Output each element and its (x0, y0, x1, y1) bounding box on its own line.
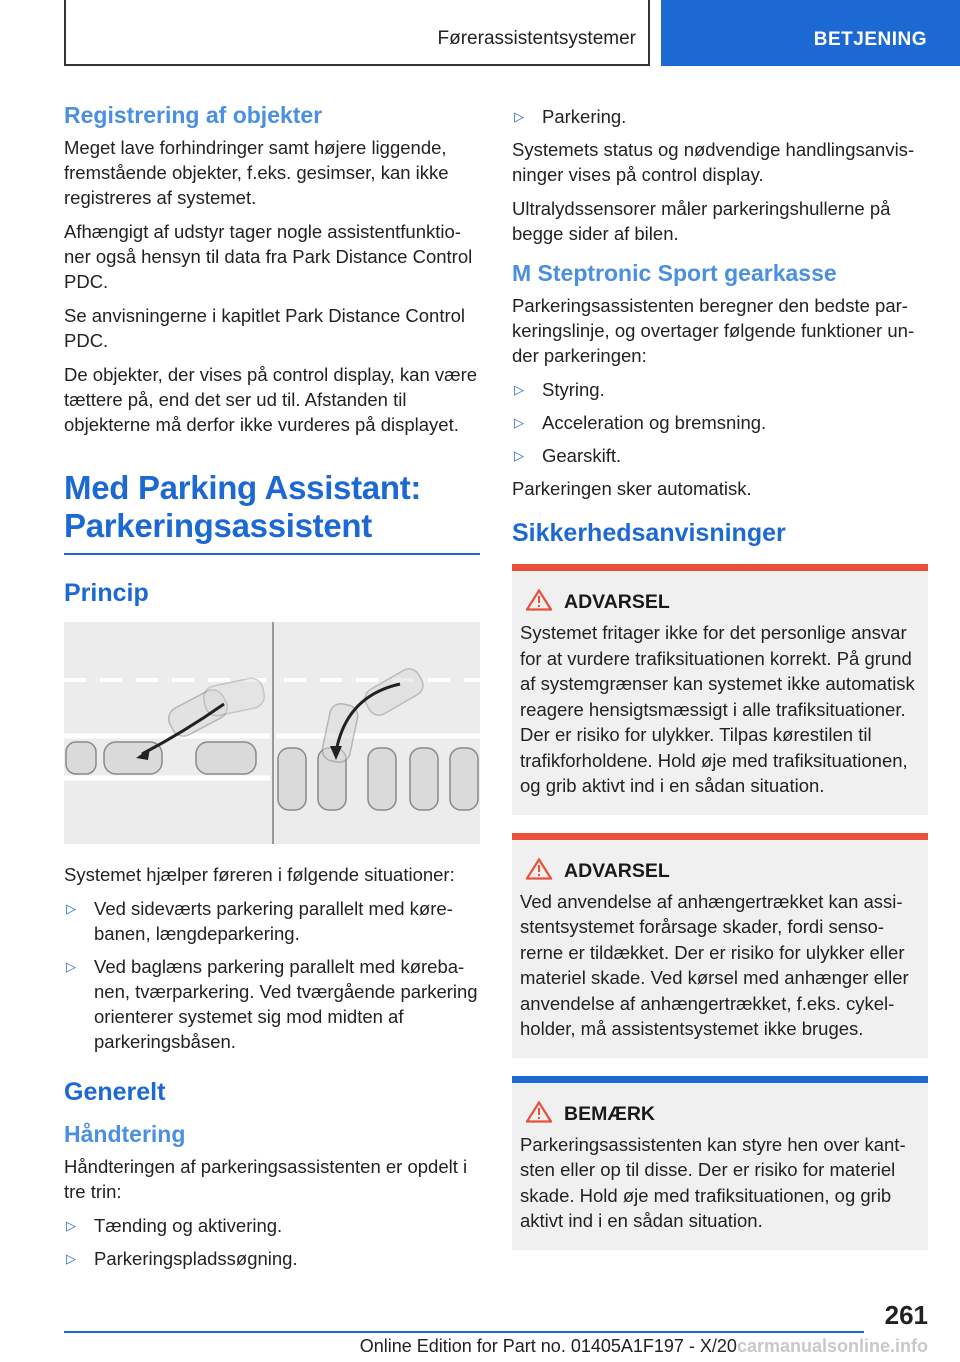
warning-triangle-icon (526, 858, 552, 880)
paragraph: Meget lave forhindringer samt højere liggende, fremstående objekter, f.eks. gesimser, kan ikke registreres af systemet. (64, 137, 449, 208)
paragraph: Håndteringen af parkeringsassistenten er opdelt i tre trin: (64, 1156, 468, 1202)
heading-gearkasse: M Steptronic Sport gearkasse (512, 260, 837, 286)
page-number: 261 (884, 1300, 928, 1330)
steps-list-continued (512, 104, 928, 129)
bullet-triangle-icon: ▷ (66, 1251, 76, 1266)
paragraph: Parkeringen sker automatisk. (512, 478, 752, 499)
list-item: ▷ Styring. (514, 379, 605, 400)
paragraph: Systemet hjælper føreren i følgende situationer: (64, 864, 455, 885)
footer-edition (64, 1336, 928, 1357)
header-chapter-tab (661, 0, 960, 66)
notice-title: BEMÆRK (520, 1101, 920, 1126)
bullet-triangle-icon: ▷ (514, 382, 524, 397)
header-chapter-label: BETJENING (813, 29, 927, 50)
heading-princip: Princip (64, 579, 149, 607)
paragraph: Afhængigt af udstyr tager nogle assistentfunktioner også hensyn til data fra Park Distance Control PDC. (64, 221, 473, 292)
bullet-triangle-icon: ▷ (66, 1218, 76, 1233)
list-item: ▷ Ved baglæns parkering parallelt med kørebanen, tværparkering. Ved tværgående parkering orienterer systemet sig mod midten af parkeringsbåsen. (66, 956, 478, 1052)
note-box (512, 1076, 928, 1250)
heading-registrering: Registrering af objekter (64, 102, 323, 128)
notice-title: ADVARSEL (520, 858, 920, 883)
paragraph: Ultralydssensorer måler parkeringshullerne på begge sider af bilen. (512, 198, 891, 244)
heading-generelt: Generelt (64, 1078, 166, 1106)
steps-list (64, 1213, 480, 1271)
list-item: ▷ Acceleration og bremsning. (514, 412, 767, 433)
notice-text: Systemet fritager ikke for det personlige ansvar for at vurdere trafiksituationen korrekt. På grund af systemgrænser kan systemet ikke automatisk reagere hensigtsmæssigt i alle trafiksituationer. Der er risiko for ulykker. Tilpas kørestilen til trafikforholdene. Hold øje med trafiksituationen, og grib aktivt ind i en sådan situation. (520, 622, 915, 796)
situation-list (64, 896, 480, 1054)
paragraph: Systemets status og nødvendige handlingsanvisninger vises på control display. (512, 139, 915, 185)
right-column (512, 104, 928, 1268)
main-heading: Med Parking Assistant: Parkeringsassistent (64, 469, 480, 555)
heading-sikkerhed: Sikkerhedsanvisninger (512, 519, 786, 547)
list-item: ▷ Gearskift. (514, 445, 622, 466)
bullet-triangle-icon: ▷ (514, 415, 524, 430)
list-item: ▷ Ved sideværts parkering parallelt med kørebanen, længdeparkering. (66, 898, 453, 944)
parking-illustration-svg (64, 622, 480, 844)
parking-illustration (64, 622, 480, 844)
bullet-triangle-icon: ▷ (514, 448, 524, 463)
bullet-triangle-icon: ▷ (514, 109, 524, 124)
bullet-triangle-icon: ▷ (66, 959, 76, 974)
heading-handtering: Håndtering (64, 1121, 186, 1147)
notice-text: Ved anvendelse af anhængertrækket kan assistentsystemet forårsage skader, fordi sensorerne er tildækket. Der er risiko for ulykker eller materiel skade. Ved kørsel med anhænger eller anvendelse af anhængertrækket, f.eks. cykelholder, må assistentsystemet ikke bruges. (520, 890, 909, 1039)
bullet-triangle-icon: ▷ (66, 901, 76, 916)
functions-list (512, 377, 928, 468)
footer-divider (64, 1331, 864, 1333)
paragraph: Se anvisningerne i kapitlet Park Distance Control PDC. (64, 305, 466, 351)
warning-triangle-icon (526, 589, 552, 611)
warning-box (512, 564, 928, 815)
left-column (64, 98, 480, 1279)
list-item: ▷ Tænding og aktivering. (66, 1215, 283, 1236)
notice-title: ADVARSEL (520, 589, 920, 614)
warning-box (512, 833, 928, 1058)
caution-triangle-icon (526, 1101, 552, 1123)
list-item: ▷ Parkeringspladssøgning. (66, 1248, 298, 1269)
notice-text: Parkeringsassistenten kan styre hen over kantsten eller op til disse. Der er risiko for materiel skade. Hold øje med trafiksituationen, og grib aktivt ind i en sådan situation. (520, 1133, 906, 1231)
paragraph: De objekter, der vises på control display, kan være tættere på, end det ser ud til. Afstanden til objekterne må derfor ikke vurderes på displayet. (64, 364, 478, 435)
list-item: ▷ Parkering. (514, 106, 627, 127)
page-header (0, 0, 960, 66)
header-section-title: Førerassistentsystemer (437, 28, 636, 49)
watermark-text: carmanualsonline.info (736, 1336, 928, 1356)
paragraph: Parkeringsassistenten beregner den bedste parkeringslinje, og overtager følgende funktioner under parkeringen: (512, 295, 915, 366)
edition-text: Online Edition for Part no. 01405A1F197 - X/20 (359, 1336, 737, 1356)
